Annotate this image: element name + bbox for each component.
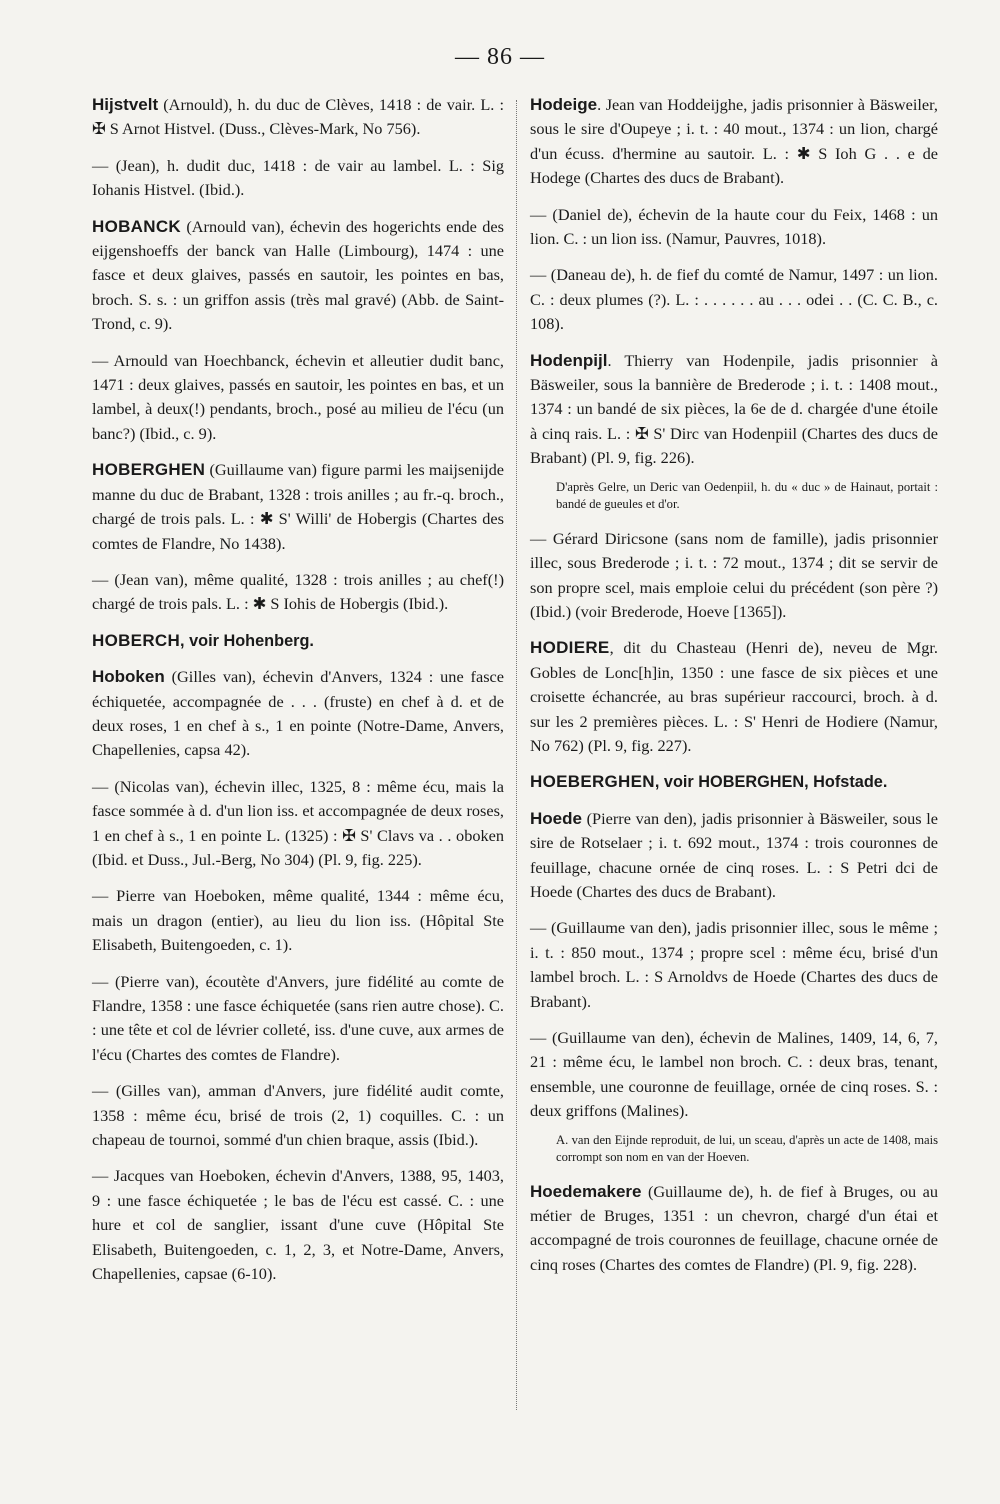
- entry: [92, 349, 504, 447]
- column-divider: [516, 100, 517, 1410]
- left-column: [92, 93, 504, 1298]
- entry-text: — Jacques van Hoeboken, échevin d'Anvers, 1388, 95, 1403, 9 : une fasce échiquetée ; le bas de l'écu est cassé. C. : une hure et col de sanglier, issant d'une cuve (Hôpital Ste Elisabeth, Buitengoeden, c. 1, 2, 3, et Notre-Dame, Anvers, Chapellenies, capsae (6-10).: [92, 1166, 504, 1284]
- entry-head: Hijstvelt: [92, 95, 159, 114]
- entry: [530, 770, 938, 794]
- entry-text: (Guillaume van) figure parmi les maijsenijde manne du duc de Brabant, 1328 : trois anilles ; au fr.-q. broch., chargé de trois pals. L. : ✱ S' Willi' de Hobergis (Chartes des comtes de Flandre, No 1438).: [92, 460, 504, 553]
- entry: [92, 970, 504, 1068]
- entry-text: (Pierre van den), jadis prisonnier à Bäsweiler, sous le sire de Rotselaer ; i. t. 692 mout., 1374 : trois couronnes de feuillage, chacune ornée de cinq roses. L. : S Petri dci de Hoede (Chartes des ducs de Brabant).: [530, 808, 938, 901]
- entry: [92, 154, 504, 203]
- entry-head: Hodeige: [530, 95, 598, 114]
- entry-text: , voir HOBERGHEN, Hofstade.: [654, 773, 888, 792]
- entry: [530, 636, 938, 758]
- entry-text: . Thierry van Hodenpile, jadis prisonnier à Bäsweiler, sous la bannière de Brederode ; i. t. : 1408 mout., 1374 : un bandé de six pièces, la 6e de d. chargée d'une étoile à cinq rais. L. : ✠ S' Dirc van Hodenpiil (Chartes des ducs de Brabant) (Pl. 9, fig. 226).: [530, 350, 938, 468]
- entry: [530, 349, 938, 471]
- entry-text: — (Nicolas van), échevin illec, 1325, 8 : même écu, mais la fasce sommée à d. d'un lion iss. et accompagnée de deux roses, 1 en chef à s., 1 en pointe L. (1325) : ✠ S' Clavs va . . oboken (Ibid. et Duss., Jul.-Berg, No 304) (Pl. 9, fig. 225).: [92, 776, 504, 869]
- entry: [92, 665, 504, 763]
- entry-head: Hoboken: [92, 667, 165, 687]
- entry-text: — Gérard Diricsone (sans nom de famille), jadis prisonnier illec, sous Brederode ; i. t. : 72 mout., 1374 ; dit se servir de son propre scel, mais emploie celui du précédent (son père ?) (Ibid.) (voir Brederode, Hoeve [1365]).: [530, 528, 938, 621]
- entry: [92, 629, 504, 653]
- entry: [530, 527, 938, 625]
- entry-head: HOEBERGHEN: [530, 772, 655, 792]
- entry: [92, 93, 504, 142]
- entry: [92, 568, 504, 617]
- entry-text: (Gilles van), échevin d'Anvers, 1324 : une fasce échiquetée, accompagnée de . . . (fruste) en chef à d. et de deux roses, 1 en chef à s., 1 en pointe (Notre-Dame, Anvers, Chapellenies, capsa 42).: [92, 667, 504, 760]
- entry-text: — (Jean van), même qualité, 1328 : trois anilles ; au chef(!) chargé de trois pals. L. : ✱ S Iohis de Hobergis (Ibid.).: [92, 569, 504, 614]
- entry-text: — (Gilles van), amman d'Anvers, jure fidélité audit comte, 1358 : même écu, brisé de trois (2, 1) coquilles. C. : un chapeau de tournoi, sommé d'un chien braque, assis (Ibid.).: [92, 1081, 504, 1150]
- entry: [530, 916, 938, 1014]
- entry-head: HOBERGHEN: [92, 460, 206, 480]
- entry-head: Hodenpijl: [530, 350, 608, 370]
- footnote: A. van den Eijnde reproduit, de lui, un sceau, d'après un acte de 1408, mais corrompt son nom en van der Hoeven.: [556, 1132, 938, 1164]
- page-number: — 86 —: [455, 44, 545, 70]
- entry-text: (Arnould), h. du duc de Clèves, 1418 : de vair. L. : ✠ S Arnot Histvel. (Duss., Clèves-Mark, No 756).: [92, 95, 504, 139]
- entry: [92, 884, 504, 957]
- entry-text: — Arnould van Hoechbanck, échevin et alleutier dudit banc, 1471 : deux glaives, passés en sautoir, les pointes en bas, et un lambel, à deux(!) pendants, broch., posé au milieu de l'écu (un banc?) (Ibid., c. 9).: [92, 350, 504, 443]
- entry-text: (Guillaume de), h. de fief à Bruges, ou au métier de Bruges, 1351 : un chevron, chargé d'un étai et accompagné de trois couronnes de feuillage, chacune ornée de cinq roses (Chartes des comtes de Flandre) (Pl. 9, fig. 228).: [530, 1181, 938, 1274]
- entry-head: HODIERE: [530, 638, 610, 658]
- entry-head: Hoedemakere: [530, 1181, 642, 1201]
- entry-text: — (Daneau de), h. de fief du comté de Namur, 1497 : un lion. C. : deux plumes (?). L. : . . . . . . au . . . odei . . (C. C. B., c. 108).: [530, 265, 938, 334]
- entry-text: — (Pierre van), écoutète d'Anvers, jure fidélité au comte de Flandre, 1358 : une fasce échiquetée (sans rien autre chose). C. : une tête et col de lévrier colleté, iss. d'une cuve, aux armes de l'écu (Chartes des comtes de Flandre).: [92, 971, 504, 1064]
- entry: [530, 1026, 938, 1124]
- entry-text: — (Jean), h. dudit duc, 1418 : de vair au lambel. L. : Sig Iohanis Histvel. (Ibid.).: [92, 155, 504, 200]
- entry: [530, 203, 938, 252]
- entry: [530, 263, 938, 336]
- entry-text: , dit du Chasteau (Henri de), neveu de Mgr. Gobles de Lonc[h]in, 1350 : une fasce de six pièces et une croisette échancrée, au bras supérieur raccourci, broch. à d. sur les 2 premières pièces. L. : S' Henri de Hodiere (Namur, No 762) (Pl. 9, fig. 227).: [530, 638, 938, 755]
- entry-text: (Arnould van), échevin des hogerichts ende des eijgenshoeffs der banck van Halle (Limbourg), 1474 : une fasce et deux glaives, passés en sautoir, les pointes en bas, broch. S. s. : un griffon assis (très mal gravé) (Abb. de Saint-Trond, c. 9).: [92, 216, 504, 334]
- entry-head: HOBANCK: [92, 216, 181, 236]
- entry-head: Hoede: [530, 808, 582, 828]
- entry: [92, 1164, 504, 1286]
- entry: [92, 458, 504, 556]
- entry-text: — (Guillaume van den), jadis prisonnier illec, sous le même ; i. t. : 850 mout., 1374 ; propre scel : même écu, brisé d'un lambel broch. L. : S Arnoldvs de Hoede (Chartes des ducs de Brabant).: [530, 918, 938, 1011]
- entry-text: — Pierre van Hoeboken, même qualité, 1344 : même écu, mais un dragon (entier), au lieu du lion iss. (Hôpital Ste Elisabeth, Buitengoeden, c. 1).: [92, 886, 504, 955]
- entry: [530, 1180, 938, 1278]
- entry: [92, 1079, 504, 1152]
- entry-text: , voir Hohenberg.: [180, 631, 314, 650]
- entry: [530, 93, 938, 191]
- right-column: [530, 93, 938, 1289]
- footnote: D'après Gelre, un Deric van Oedenpiil, h. du « duc » de Hainaut, portait : bandé de gueules et d'or.: [556, 479, 938, 511]
- entry-text: — (Daniel de), échevin de la haute cour du Feix, 1468 : un lion. C. : un lion iss. (Namur, Pauvres, 1018).: [530, 204, 938, 249]
- entry-text: . Jean van Hoddeijghe, jadis prisonnier à Bäsweiler, sous le sire d'Oupeye ; i. t. : 40 mout., 1374 : un lion, chargé d'un écuss. d'hermine au sautoir. L. : ✱ S Ioh G . . e de Hodege (Chartes des ducs de Brabant).: [530, 95, 938, 188]
- entry-text: — (Guillaume van den), échevin de Malines, 1409, 14, 6, 7, 21 : même écu, le lambel non broch. C. : deux bras, tenant, ensemble, une couronne de feuillage, ornée de cinq roses. S. : deux griffons (Malines).: [530, 1028, 938, 1121]
- entry-head: HOBERCH: [92, 630, 181, 650]
- entry: [530, 807, 938, 905]
- entry: [92, 215, 504, 337]
- entry: [92, 775, 504, 873]
